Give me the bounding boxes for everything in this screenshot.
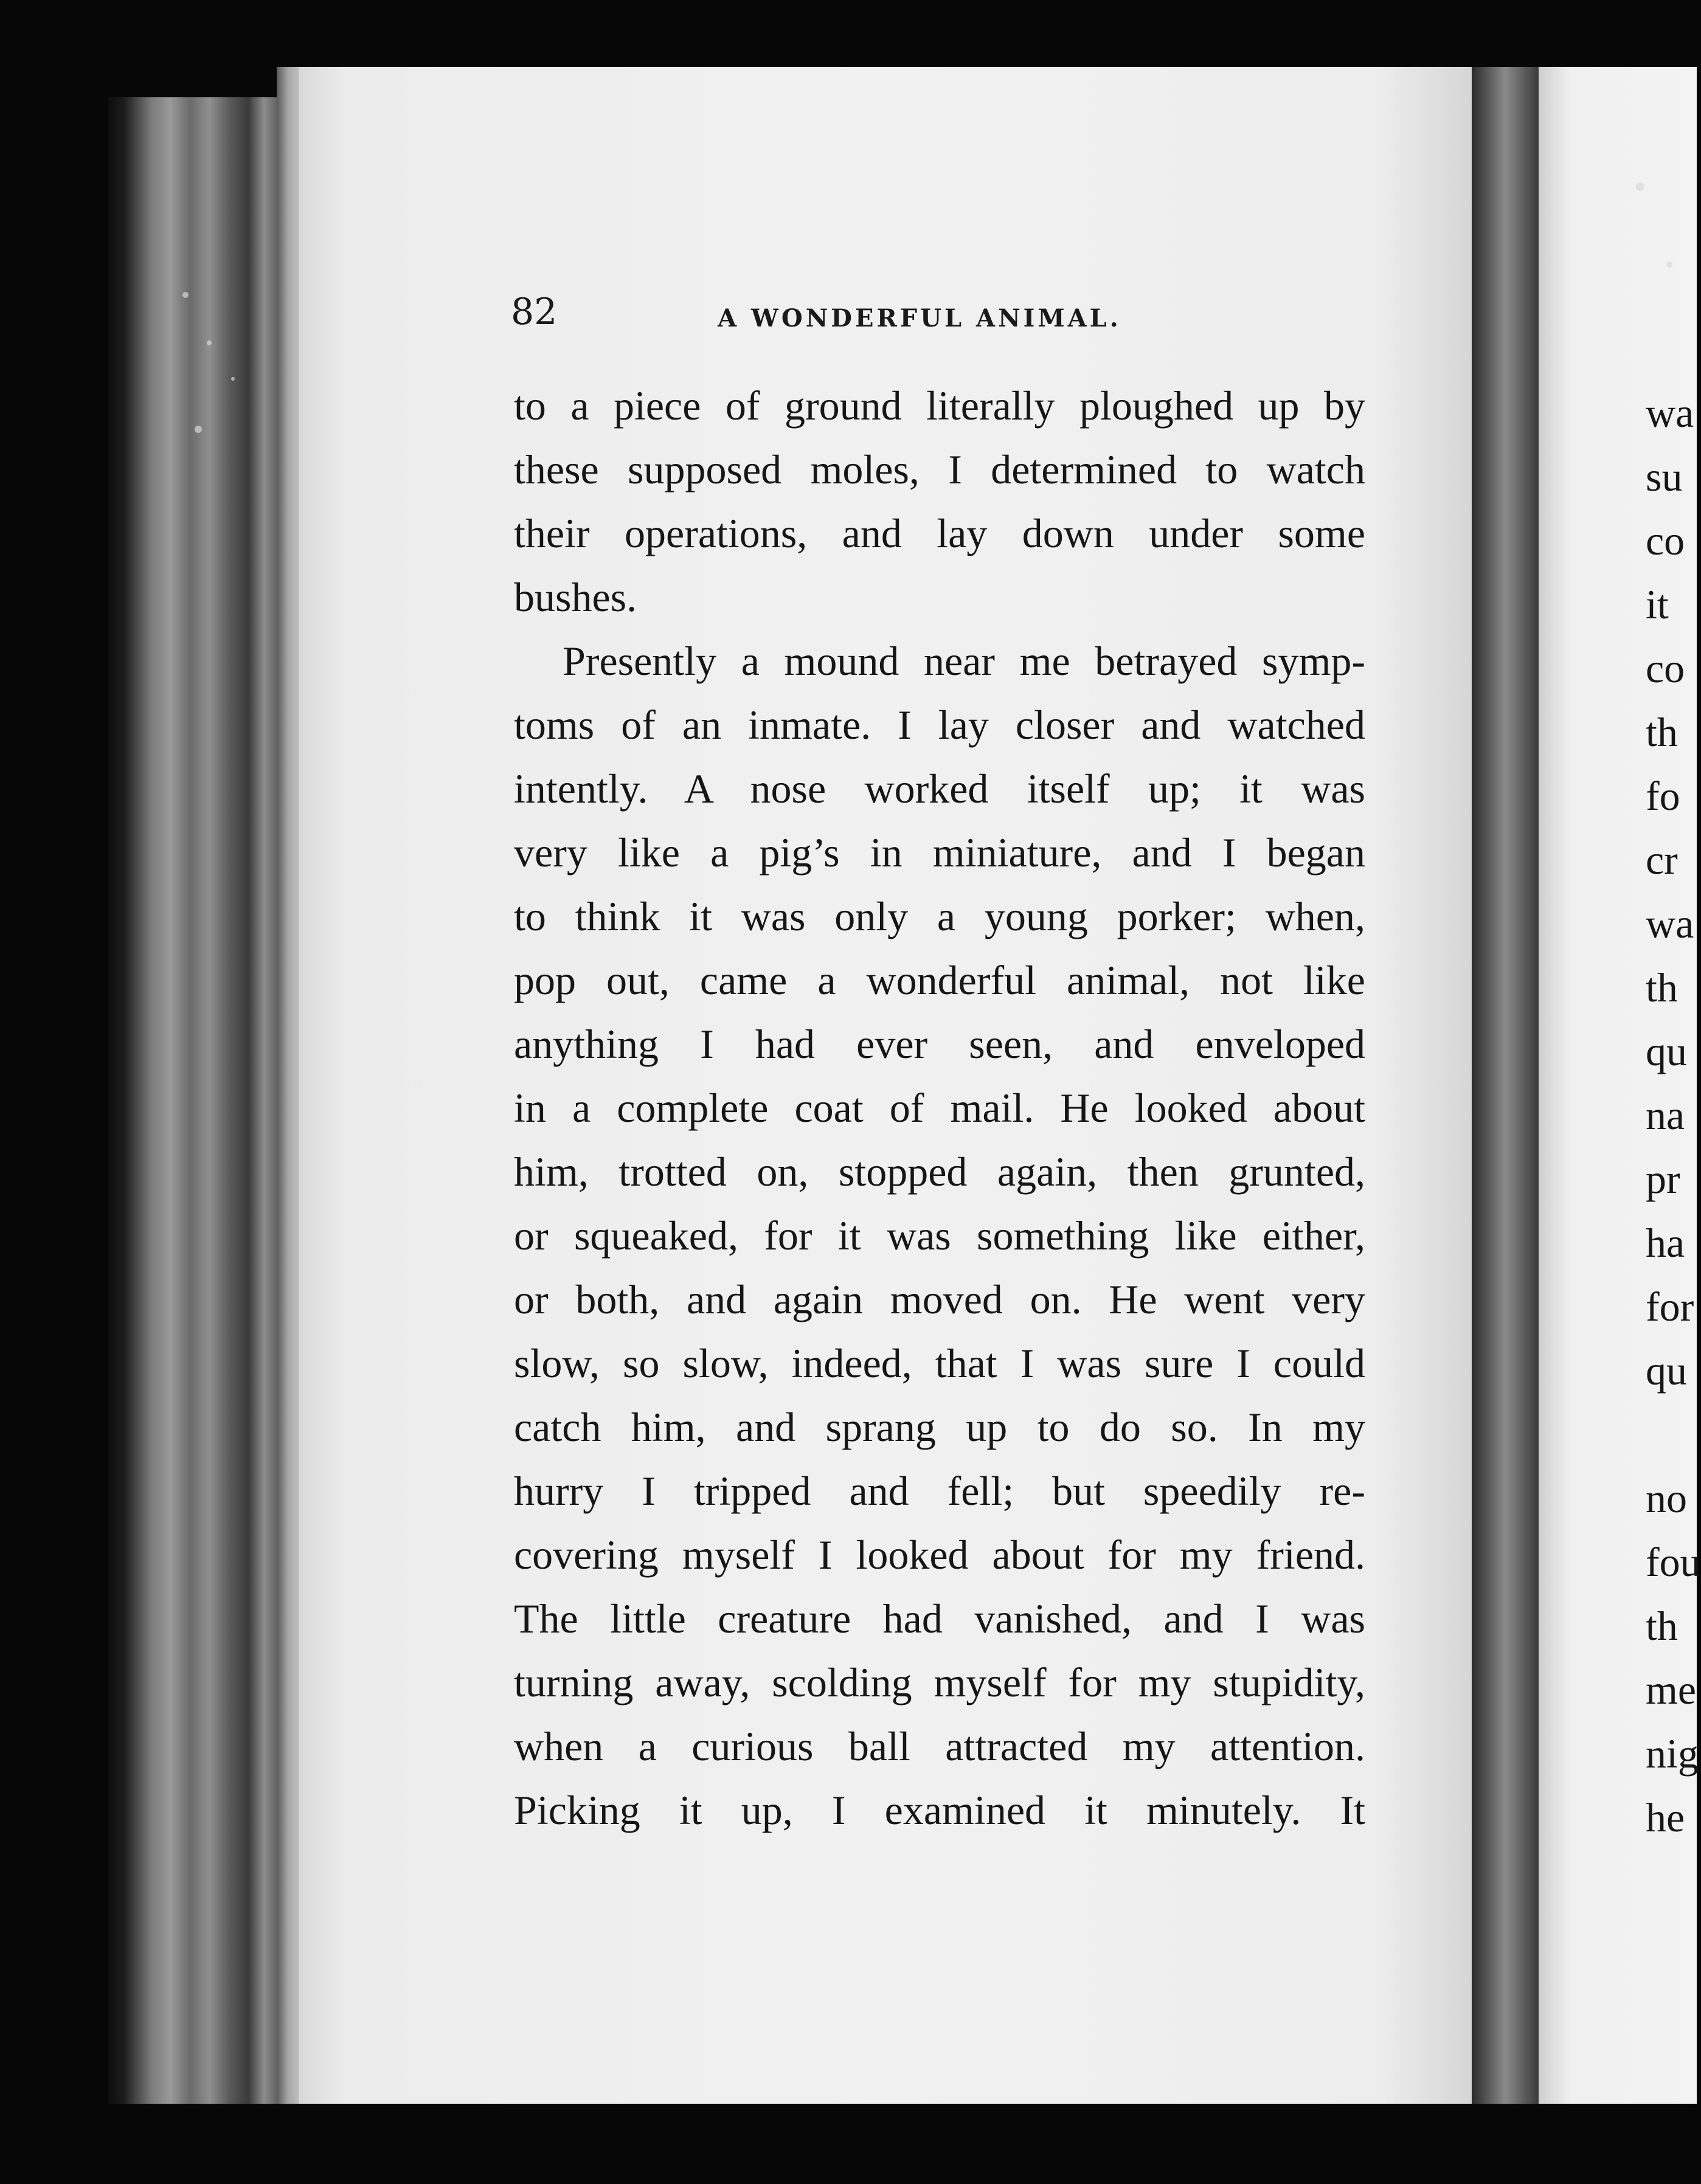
text-line: The little creature had vanished, and I was [514,1595,1365,1642]
facing-page-fragment: for [1646,1284,1694,1330]
dust-speck [195,426,202,433]
facing-page-fragment: fou [1646,1539,1701,1585]
facing-page-fragment: cr [1646,837,1678,883]
facing-page-fragment: he [1646,1794,1685,1840]
text-line: anything I had ever seen, and enveloped [514,1021,1365,1067]
text-line: catch him, and sprang up to do so. In my [514,1404,1365,1450]
text-line: to think it was only a young porker; when, [514,893,1365,939]
facing-page-fragment: no [1646,1475,1687,1521]
left-page-stack [108,97,303,2104]
text-line: toms of an inmate. I lay closer and watched [514,702,1365,748]
facing-page-fragment: co [1646,517,1685,564]
text-line: to a piece of ground literally ploughed up by [514,382,1365,429]
dust-speck [1666,261,1672,268]
text-line: or both, and again moved on. He went very [514,1276,1365,1322]
running-title: A WONDERFUL ANIMAL. [718,304,1121,333]
facing-page-fragment: co [1646,645,1685,691]
text-line: slow, so slow, indeed, that I was sure I could [514,1340,1365,1386]
text-line: bushes. [514,574,637,620]
dust-speck [207,340,212,345]
dust-speck [182,292,189,298]
facing-page-fragment: ha [1646,1220,1685,1266]
facing-page-fragment: wa [1646,900,1694,947]
text-line: or squeaked, for it was something like either, [514,1212,1365,1259]
text-line: covering myself I looked about for my friend. [514,1532,1365,1578]
facing-page-fragment: qu [1646,1347,1687,1394]
facing-page-fragment: fo [1646,773,1680,819]
facing-page-fragment: it [1646,581,1669,627]
facing-page-fragment: qu [1646,1028,1687,1074]
text-line: pop out, came a wonderful animal, not like [514,957,1365,1003]
facing-page-fragment: me [1646,1667,1697,1713]
text-line: very like a pig’s in miniature, and I began [514,829,1365,876]
dust-speck [1636,182,1644,191]
text-line: when a curious ball attracted my attention. [514,1723,1365,1769]
facing-page-fragment: nig [1646,1730,1699,1777]
facing-page-fragment: th [1646,964,1678,1011]
text-line: him, trotted on, stopped again, then grunted, [514,1149,1365,1195]
facing-page-fragment: th [1646,709,1678,755]
facing-page-fragment: wa [1646,390,1694,436]
text-line: intently. A nose worked itself up; it was [514,765,1365,812]
text-line: hurry I tripped and fell; but speedily re- [514,1468,1365,1514]
page-number: 82 [511,291,558,333]
text-line: Picking it up, I examined it minutely. It [514,1787,1365,1833]
book-spine-gap [1472,67,1539,2104]
text-line: Presently a mound near me betrayed symp- [563,638,1365,684]
facing-page-fragment: na [1646,1092,1685,1138]
text-line: in a complete coat of mail. He looked about [514,1085,1365,1131]
dust-speck [231,377,235,381]
facing-page-fragment: th [1646,1603,1678,1649]
text-line: their operations, and lay down under some [514,510,1365,556]
text-line: these supposed moles, I determined to watch [514,446,1365,492]
facing-page-fragment: su [1646,454,1683,500]
facing-page-fragment: pr [1646,1156,1680,1202]
text-line: turning away, scolding myself for my stupidity, [514,1659,1365,1705]
